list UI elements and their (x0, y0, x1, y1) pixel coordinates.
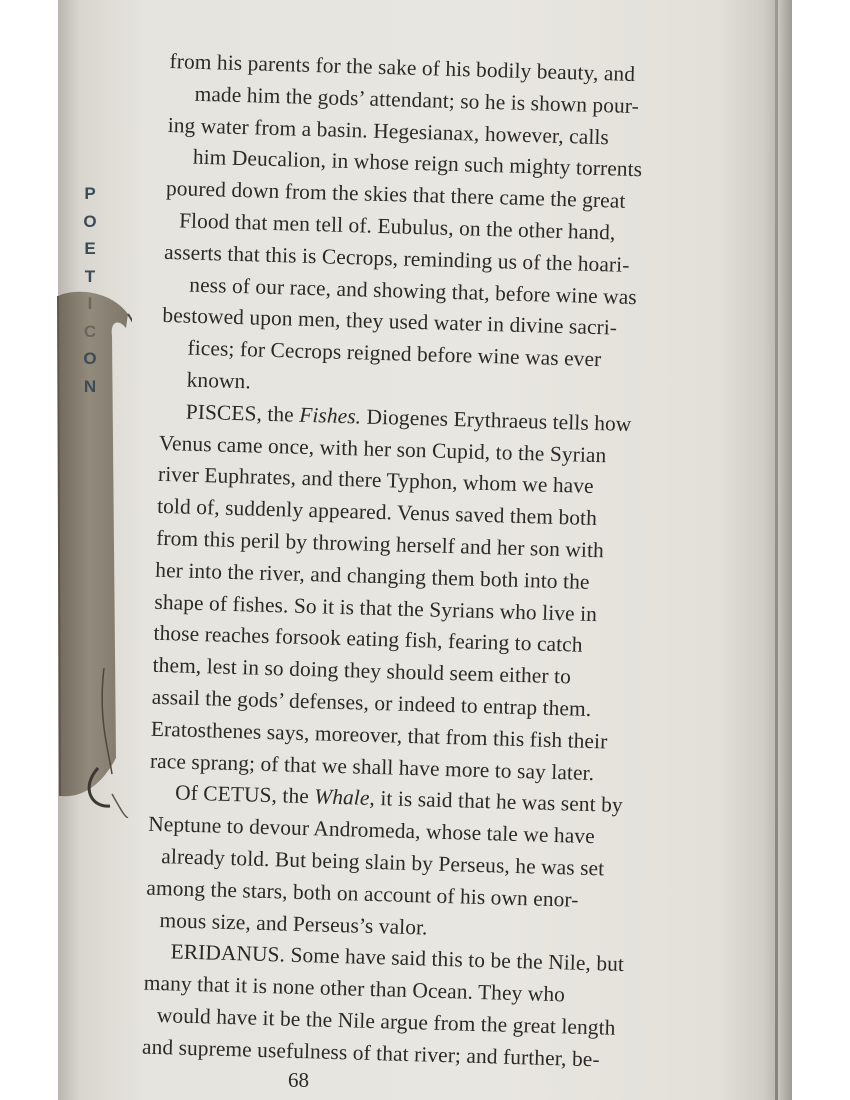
pisces-name-prefix: , the (256, 401, 300, 427)
cetus-prefix: Of (174, 780, 204, 806)
text-line: Eratosthenes says, moreover, that from this fish their (150, 716, 608, 754)
text-line: fices; for Cecrops reigned before wine was ever (187, 335, 602, 372)
text-line: made him the gods’ attendant; so he is shown pour- (194, 81, 640, 118)
cetus-name: Whale, (314, 784, 376, 811)
eridanus-heading: ERIDANUS (170, 939, 280, 967)
text-line: asserts that this is Cecrops, reminding us of the hoari- (163, 239, 630, 277)
spine-letter: I (87, 294, 93, 313)
spine-letter: P (84, 184, 96, 203)
cetus-first-line-rest: it is said that he was sent by (374, 786, 624, 818)
ribbon-bookmark (0, 288, 132, 818)
text-line: him Deucalion, in whose reign such mighty torrents (192, 145, 643, 182)
book-text-block (142, 46, 730, 1079)
spine-title-showthrough (80, 180, 100, 400)
pisces-heading: PISCES (185, 399, 257, 426)
text-line: Venus came once, with her son Cupid, to the Syrian (158, 430, 607, 467)
text-line: known. (186, 367, 252, 394)
text-line: race sprang; of that we shall have more to say later. (149, 748, 595, 785)
text-line: would have it be the Nile argue from the great length (156, 1002, 616, 1040)
text-line: Neptune to devour Andromeda, whose tale we have (147, 811, 596, 849)
text-line: from his parents for the sake of his bodily beauty, and (169, 48, 636, 86)
text-line: mous size, and Perseus’s valor. (159, 907, 428, 940)
text-line: Flood that men tell of. Eubulus, on the other hand, (178, 208, 616, 245)
spine-letter: C (83, 321, 97, 341)
text-line: ing water from a basin. Hegesianax, however, calls (167, 112, 610, 149)
text-line: ness of our race, and showing that, before wine was (189, 272, 638, 309)
text-line: assail the gods’ defenses, or indeed to entrap them. (151, 684, 592, 721)
text-line: her into the river, and changing them both into the (155, 557, 590, 594)
cetus-heading: CETUS (203, 781, 272, 808)
text-line: already told. But being slain by Perseus, he was set (161, 844, 605, 881)
spine-letter: E (84, 239, 96, 258)
text-line: bestowed upon men, they used water in divine sacri- (162, 303, 618, 340)
spine-letter: O (83, 211, 97, 231)
eridanus-first-line-rest: . Some have said this to be the Nile, but (279, 942, 625, 977)
page-stack-edge (778, 0, 792, 1100)
book-page-photo (58, 0, 792, 1100)
text-line: them, lest in so doing they should seem either to (152, 652, 572, 689)
text-line: and supreme usefulness of that river; and further, be- (141, 1034, 600, 1072)
pisces-first-line-rest: Diogenes Erythraeus tells how (360, 404, 632, 436)
text-line: among the stars, both on account of his own enor- (146, 875, 579, 912)
text-line: from this peril by throwing herself and her son with (155, 525, 605, 563)
text-line: many that it is none other than Ocean. They who (143, 970, 566, 1007)
page-gutter-shadow (775, 0, 778, 1100)
spine-letter: N (83, 376, 97, 396)
spine-letter: O (83, 349, 97, 368)
cetus-name-prefix: , the (271, 783, 315, 809)
text-line: river Euphrates, and there Typhon, whom we have (157, 462, 595, 499)
text-line: poured down from the skies that there came the great (165, 176, 626, 213)
text-line: shape of fishes. So it is that the Syrians who live in (154, 589, 598, 626)
text-line: told of, suddenly appeared. Venus saved them both (156, 493, 598, 531)
pisces-name: Fishes. (298, 402, 362, 429)
text-line: those reaches forsook eating fish, fearing to catch (153, 621, 583, 658)
spine-letter: T (84, 266, 96, 286)
page-number: 68 (288, 1068, 309, 1092)
